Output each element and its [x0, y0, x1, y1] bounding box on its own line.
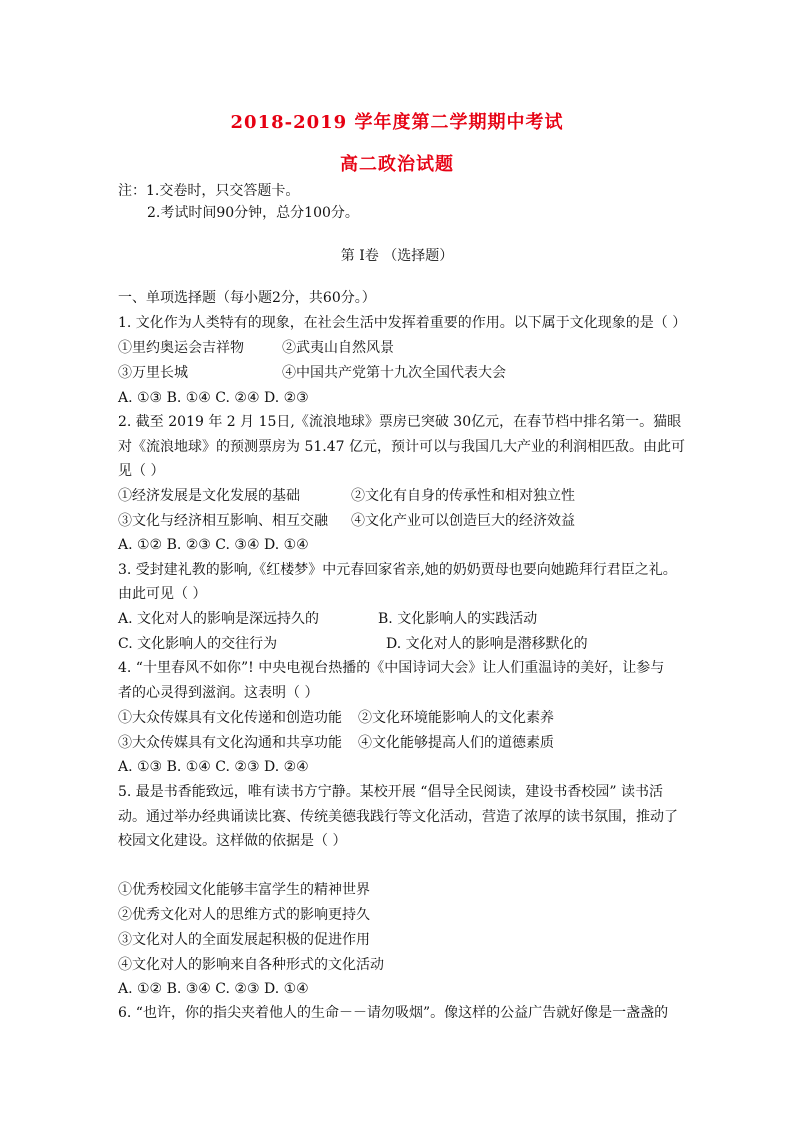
- q3-option-d: D. 文化对人的影响是潜移默化的: [386, 636, 588, 652]
- q4-stem-1: 4. “十里春风不如你”! 中央电视台热播的《中国诗词大会》让人们重温诗的美好，让参与: [118, 660, 665, 676]
- q2-stem-1: 2. 截至 2019 年 2 月 15日,《流浪地球》票房已突破 30亿元，在春节档中排名第一。猫眼: [118, 414, 682, 430]
- q4-answers: A. ①③ B. ①④ C. ②③ D. ②④: [118, 759, 309, 775]
- q4-stem-2: 者的心灵得到滋润。这表明（ ）: [118, 685, 319, 701]
- q5-option-2: ②优秀文化对人的思维方式的影响更持久: [118, 907, 370, 923]
- q5-option-1: ①优秀校园文化能够丰富学生的精神世界: [118, 882, 370, 898]
- q1-option-3: ③万里长城: [118, 365, 188, 381]
- q1-stem: 1. 文化作为人类特有的现象，在社会生活中发挥着重要的作用。以下属于文化现象的是（ ）: [118, 315, 687, 331]
- q4-option-1: ①大众传媒具有文化传递和创造功能: [118, 710, 342, 726]
- q5-stem-1: 5. 最是书香能致远，唯有读书方宁静。某校开展 “倡导全民阅读，建设书香校园” 读书活: [118, 784, 664, 800]
- exam-title: 2018-2019 学年度第二学期期中考试: [230, 112, 564, 133]
- q4-option-4: ④文化能够提高人们的道德素质: [358, 735, 554, 751]
- q1-option-1: ①里约奥运会吉祥物: [118, 340, 244, 356]
- q1-answers: A. ①③ B. ①④ C. ②④ D. ②③: [118, 390, 309, 406]
- q4-option-2: ②文化环境能影响人的文化素养: [358, 710, 554, 726]
- q6-stem-1: 6. “也许，你的指尖夹着他人的生命－－请勿吸烟”。像这样的公益广告就好像是一盏盏的: [118, 1005, 669, 1021]
- q3-stem-1: 3. 受封建礼教的影响,《红楼梦》中元春回家省亲,她的奶奶贾母也要向她跪拜行君臣之礼。: [118, 562, 677, 578]
- q2-option-3: ③文化与经济相互影响、相互交融: [118, 513, 328, 529]
- q2-stem-2: 对《流浪地球》的预测票房为 51.47 亿元，预计可以与我国几大产业的利润相匹敌。由此可: [118, 439, 685, 455]
- q5-option-3: ③文化对人的全面发展起积极的促进作用: [118, 932, 370, 948]
- q5-stem-3: 校园文化建设。这样做的依据是（ ）: [118, 833, 347, 849]
- q4-option-3: ③大众传媒具有文化沟通和共享功能: [118, 735, 342, 751]
- q2-option-2: ②文化有自身的传承性和相对独立性: [351, 488, 575, 504]
- note-2: 2.考试时间90分钟，总分100分。: [147, 205, 359, 221]
- q5-option-4: ④文化对人的影响来自各种形式的文化活动: [118, 957, 384, 973]
- q3-option-a: A. 文化对人的影响是深远持久的: [118, 611, 320, 627]
- q2-option-4: ④文化产业可以创造巨大的经济效益: [351, 513, 575, 529]
- q5-stem-2: 动。通过举办经典诵读比赛、传统美德我践行等文化活动，营造了浓厚的读书氛围，推动了: [118, 809, 678, 825]
- q2-answers: A. ①② B. ②③ C. ③④ D. ①④: [118, 537, 309, 553]
- q1-option-4: ④中国共产党第十九次全国代表大会: [282, 365, 506, 381]
- q2-stem-3: 见（ ）: [118, 463, 165, 479]
- note-1: 注：1.交卷时，只交答题卡。: [118, 183, 300, 199]
- q3-stem-2: 由此可见（ ）: [118, 586, 207, 602]
- exam-subtitle: 高二政治试题: [340, 154, 454, 175]
- volume-title: 第 Ⅰ卷 （选择题）: [340, 248, 454, 264]
- q2-option-1: ①经济发展是文化发展的基础: [118, 488, 300, 504]
- q1-option-2: ②武夷山自然风景: [282, 340, 394, 356]
- q3-option-b: B. 文化影响人的实践活动: [378, 611, 538, 627]
- q5-answers: A. ①② B. ③④ C. ②③ D. ①④: [118, 981, 309, 997]
- q3-option-c: C. 文化影响人的交往行为: [118, 636, 278, 652]
- section-title: 一、单项选择题（每小题2分，共60分。）: [118, 290, 376, 306]
